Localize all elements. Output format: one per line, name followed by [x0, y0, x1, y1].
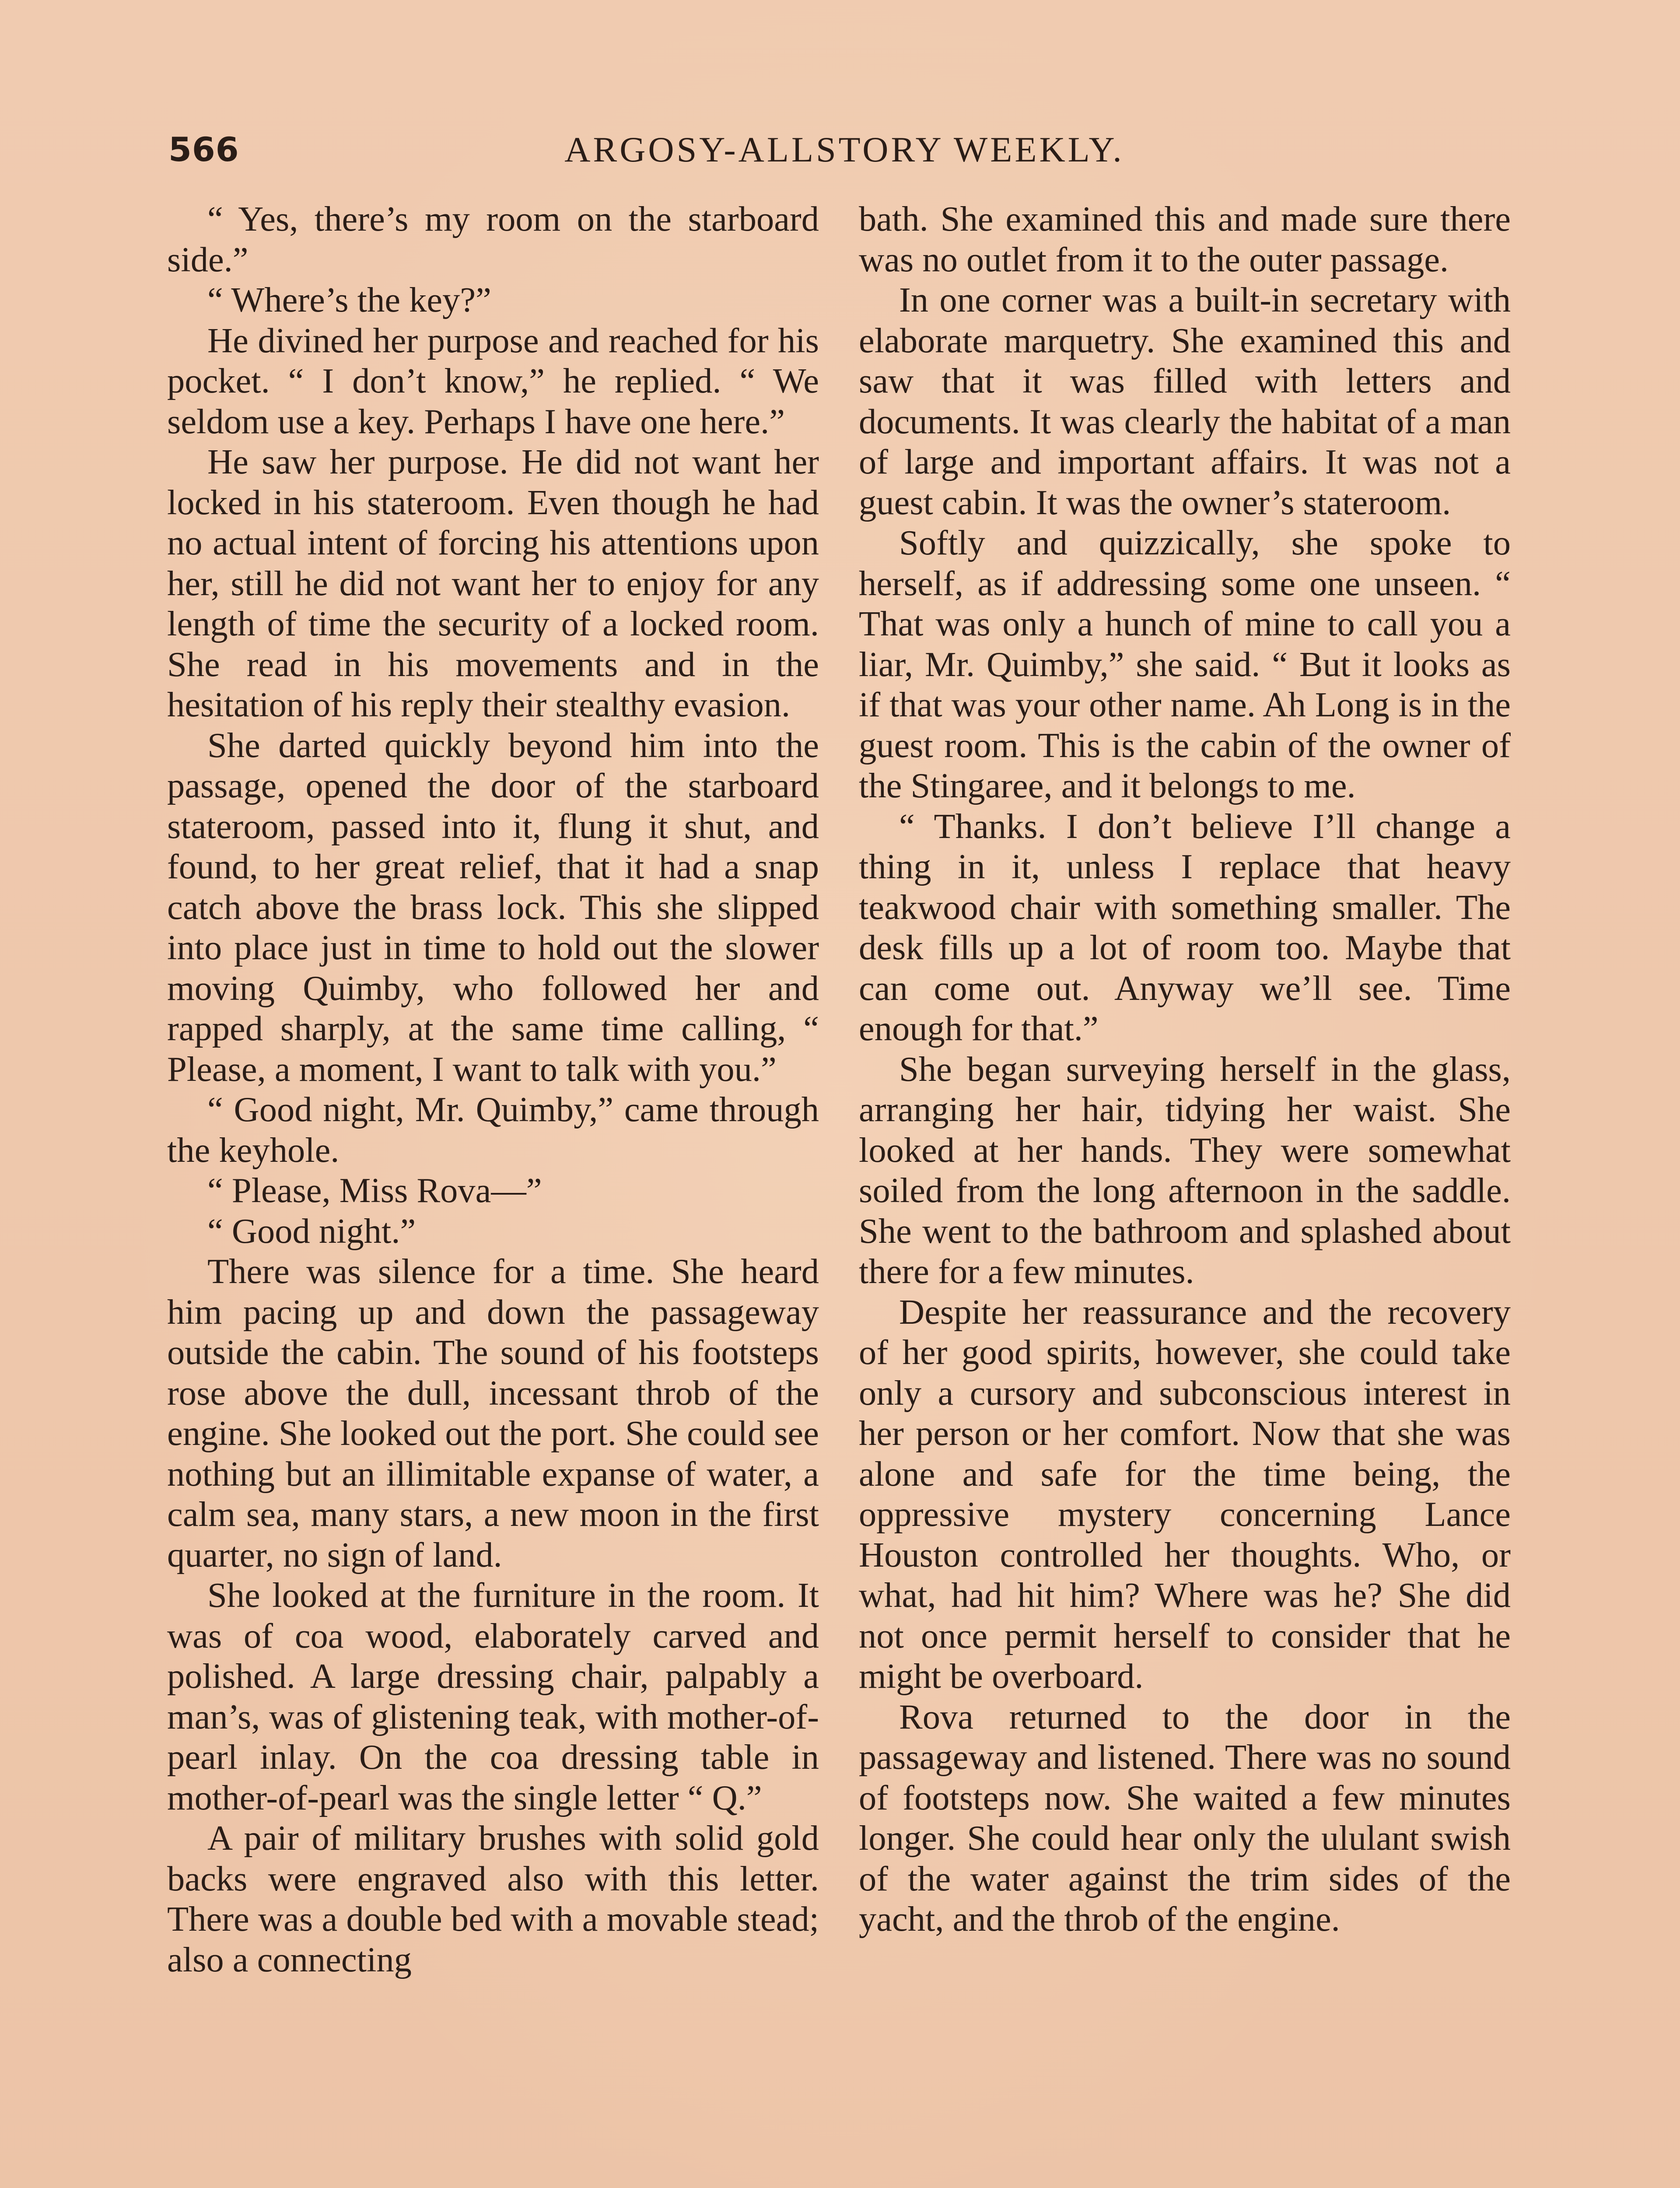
page-header [168, 128, 1520, 180]
paragraph: In one corner was a built-in secretary with elaborate marquetry. She examined this and saw that it was filled with letters and documents. It was clearly the habitat of a man of large and important affairs. It was not a guest cabin. It was the owner’s stateroom. [859, 281, 1511, 522]
paragraph: She darted quickly beyond him into the passage, opened the door of the starboard stateroom, passed into it, flung it shut, and found, to her great relief, that it had a snap catch above the brass lock. This she slipped into place just in time to hold out the slower moving Quimby, who followed her and rapped sharply, at the same time calling, “ Please, a moment, I want to talk with you.” [167, 726, 819, 1089]
page-number: 566 [168, 130, 239, 169]
left-column [167, 199, 819, 1980]
paragraph: Despite her reassurance and the recovery of her good spirits, however, she could take only a cursory and subconscious interest in her person or her comfort. Now that she was alone and safe for the time being, the oppressive mystery concerning Lance Houston controlled her thoughts. Who, or what, had hit him? Where was he? She did not once permit herself to consider that he might be overboard. [859, 1292, 1511, 1696]
paragraph: “ Good night, Mr. Quimby,” came through the keyhole. [167, 1090, 819, 1170]
paragraph: He saw her purpose. He did not want her locked in his stateroom. Even though he had no actual intent of forcing his attentions upon her, still he did not want her to enjoy for any length of time the security of a locked room. She read in his movements and in the hesitation of his reply their stealthy evasion. [167, 442, 819, 724]
paragraph: Softly and quizzically, she spoke to herself, as if addressing some one unseen. “ That was only a hunch of mine to call you a liar, Mr. Quimby,” she said. “ But it looks as if that was your other name. Ah Long is in the guest room. This is the cabin of the owner of the Stingaree, and it belongs to me. [859, 523, 1511, 805]
paragraph: “ Where’s the key?” [207, 281, 491, 319]
paragraph: He divined her purpose and reached for his pocket. “ I don’t know,” he replied. “ We seldom use a key. Perhaps I have one here.” [167, 321, 819, 441]
paragraph: She began surveying herself in the glass, arranging her hair, tidying her waist. She looked at her hands. They were somewhat soiled from the long afternoon in the saddle. She went to the bathroom and splashed about there for a few minutes. [859, 1049, 1511, 1291]
paragraph-continued: bath. She examined this and made sure there was no outlet from it to the outer passage. [859, 200, 1511, 279]
paragraph: She looked at the furniture in the room. It was of coa wood, elaborately carved and polished. A large dressing chair, palpably a man’s, was of glistening teak, with mother-of-pearl inlay. On the coa dressing table in mother-of-pearl was the single letter “ Q.” [167, 1576, 819, 1817]
paragraph: “ Thanks. I don’t believe I’ll change a thing in it, unless I replace that heavy teakwood chair with something smaller. The desk fills up a lot of room too. Maybe that can come out. Anyway we’ll see. Time enough for that.” [859, 806, 1511, 1048]
running-head: ARGOSY-ALLSTORY WEEKLY. [564, 130, 1124, 169]
right-column [859, 199, 1511, 1940]
paragraph: “ Please, Miss Rova—” [207, 1171, 542, 1210]
paragraph: Rova returned to the door in the passageway and listened. There was no sound of footsteps now. She waited a few minutes longer. She could hear only the ululant swish of the water against the trim sides of the yacht, and the throb of the engine. [859, 1697, 1511, 1939]
paragraph: There was silence for a time. She heard him pacing up and down the passageway outside the cabin. The sound of his footsteps rose above the dull, incessant throb of the engine. She looked out the port. She could see nothing but an illimitable expanse of water, a calm sea, many stars, a new moon in the first quarter, no sign of land. [167, 1252, 819, 1574]
paragraph: “ Yes, there’s my room on the starboard side.” [167, 200, 819, 279]
paragraph: A pair of military brushes with solid gold backs were engraved also with this letter. There was a double bed with a movable stead; also a connecting [167, 1819, 819, 1979]
paragraph: “ Good night.” [207, 1211, 416, 1251]
